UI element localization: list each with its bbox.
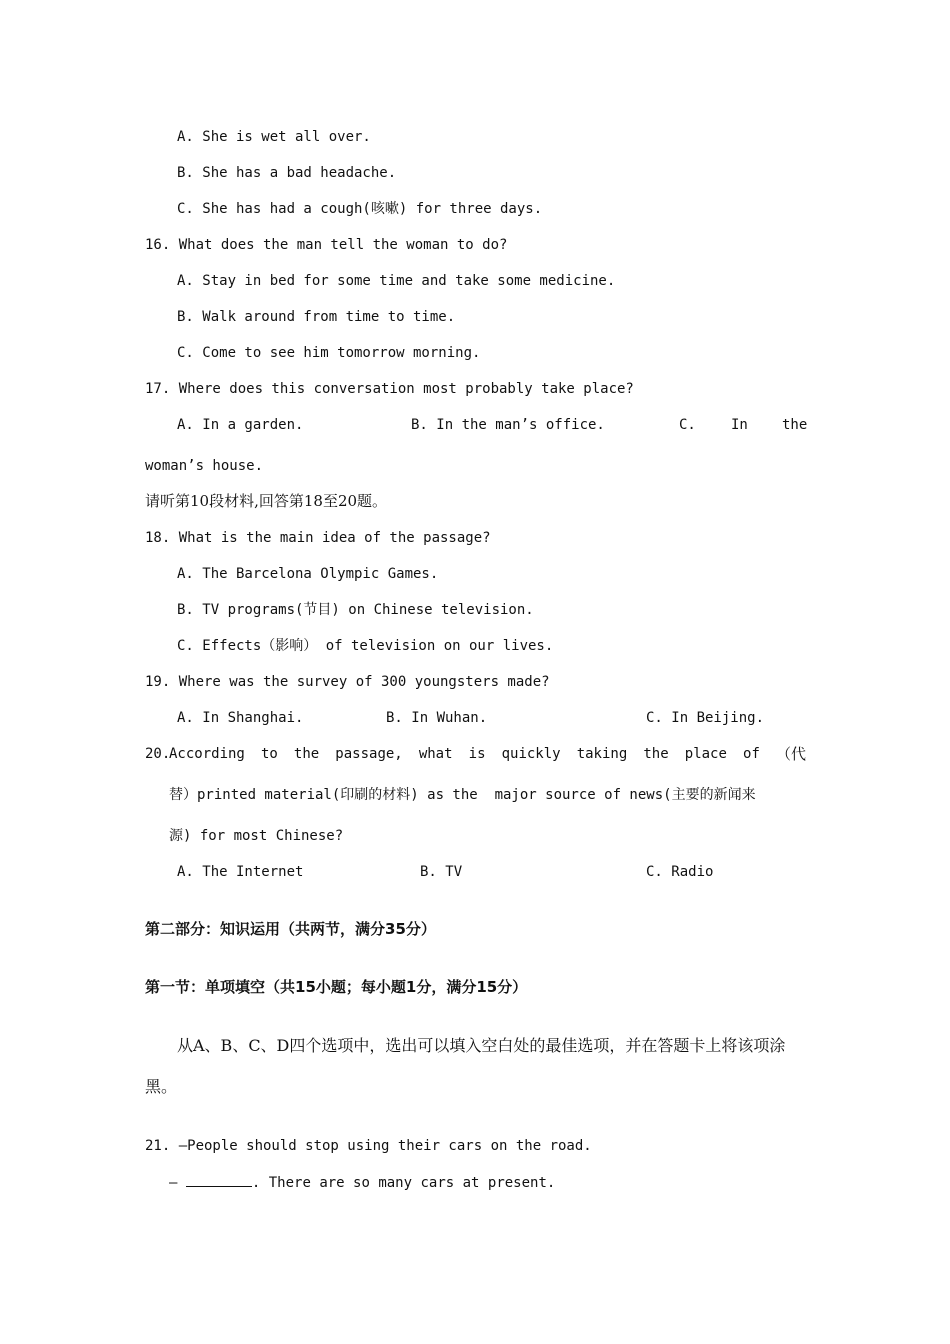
q20-number: 20. bbox=[145, 746, 171, 762]
q17-option-c-label: C. bbox=[679, 417, 696, 433]
q21-response bbox=[169, 1172, 555, 1193]
q19-option-a: A. In Shanghai. bbox=[177, 710, 304, 726]
q18-option-b: B. TV programs(节目) on Chinese television. bbox=[177, 602, 534, 618]
q20-word: According bbox=[169, 746, 245, 762]
q17-stem: 17. Where does this conversation most probably take place? bbox=[145, 381, 634, 397]
section10-instruction: 请听第10段材料,回答第18至20题。 bbox=[145, 492, 388, 510]
q20-word: taking bbox=[576, 746, 628, 762]
q18-stem: 18. What is the main idea of the passage? bbox=[145, 530, 491, 546]
q17-option-c-word-in: In bbox=[731, 417, 748, 433]
instructions-line2: 黑。 bbox=[145, 1077, 178, 1096]
q20-option-b: B. TV bbox=[420, 864, 463, 880]
q21-stem: 21. —People should stop using their cars on the road. bbox=[145, 1138, 592, 1154]
q20-word: （代 bbox=[775, 745, 806, 763]
q20-word: the bbox=[293, 746, 320, 762]
q20-stem-line3: 源) for most Chinese? bbox=[169, 828, 344, 844]
q18-option-c: C. Effects（影响） of television on our lives. bbox=[177, 638, 554, 654]
q20-word: of bbox=[743, 746, 760, 762]
q16-stem: 16. What does the man tell the woman to do? bbox=[145, 237, 508, 253]
q20-word: what bbox=[418, 746, 453, 762]
q17-option-a: A. In a garden. bbox=[177, 417, 304, 433]
q20-word: place bbox=[684, 746, 727, 762]
q20-word: to bbox=[260, 746, 278, 762]
q20-word: quickly bbox=[501, 746, 561, 762]
q19-option-c: C. In Beijing. bbox=[646, 710, 765, 726]
q20-option-a: A. The Internet bbox=[177, 864, 304, 880]
q17-option-c-continued: woman’s house. bbox=[145, 458, 264, 474]
q17-option-b: B. In the man’s office. bbox=[411, 417, 605, 433]
section1-heading: 第一节：单项填空（共15小题；每小题1分，满分15分） bbox=[145, 978, 528, 996]
q21-period: . bbox=[251, 1175, 261, 1191]
q18-option-a: A. The Barcelona Olympic Games. bbox=[177, 566, 439, 582]
q21-response-text: There are so many cars at present. bbox=[260, 1175, 556, 1191]
q21-dash: — bbox=[169, 1175, 178, 1191]
q20-word: the bbox=[643, 746, 669, 762]
q20-word: is bbox=[468, 746, 486, 762]
q20-stem-line2: 替）printed material(印刷的材料) as the major source of news(主要的新闻来 bbox=[169, 787, 756, 803]
q15-option-a: A. She is wet all over. bbox=[177, 129, 371, 145]
q16-option-a: A. Stay in bed for some time and take some medicine. bbox=[177, 273, 616, 289]
q20-stem-line1 bbox=[169, 744, 806, 764]
q19-option-b: B. In Wuhan. bbox=[386, 710, 488, 726]
q19-stem: 19. Where was the survey of 300 youngsters made? bbox=[145, 674, 550, 690]
part2-heading: 第二部分：知识运用（共两节，满分35分） bbox=[145, 920, 436, 938]
q15-option-b: B. She has a bad headache. bbox=[177, 165, 397, 181]
q15-option-c: C. She has had a cough(咳嗽) for three days. bbox=[177, 201, 543, 217]
answer-blank[interactable] bbox=[186, 1172, 252, 1187]
instructions-line1: 从A、B、C、D四个选项中，选出可以填入空白处的最佳选项，并在答题卡上将该项涂 bbox=[177, 1036, 786, 1055]
q16-option-b: B. Walk around from time to time. bbox=[177, 309, 456, 325]
q20-option-c: C. Radio bbox=[646, 864, 714, 880]
q17-option-c-word-the: the bbox=[782, 417, 808, 433]
q16-option-c: C. Come to see him tomorrow morning. bbox=[177, 345, 481, 361]
q20-word: passage, bbox=[335, 746, 403, 762]
